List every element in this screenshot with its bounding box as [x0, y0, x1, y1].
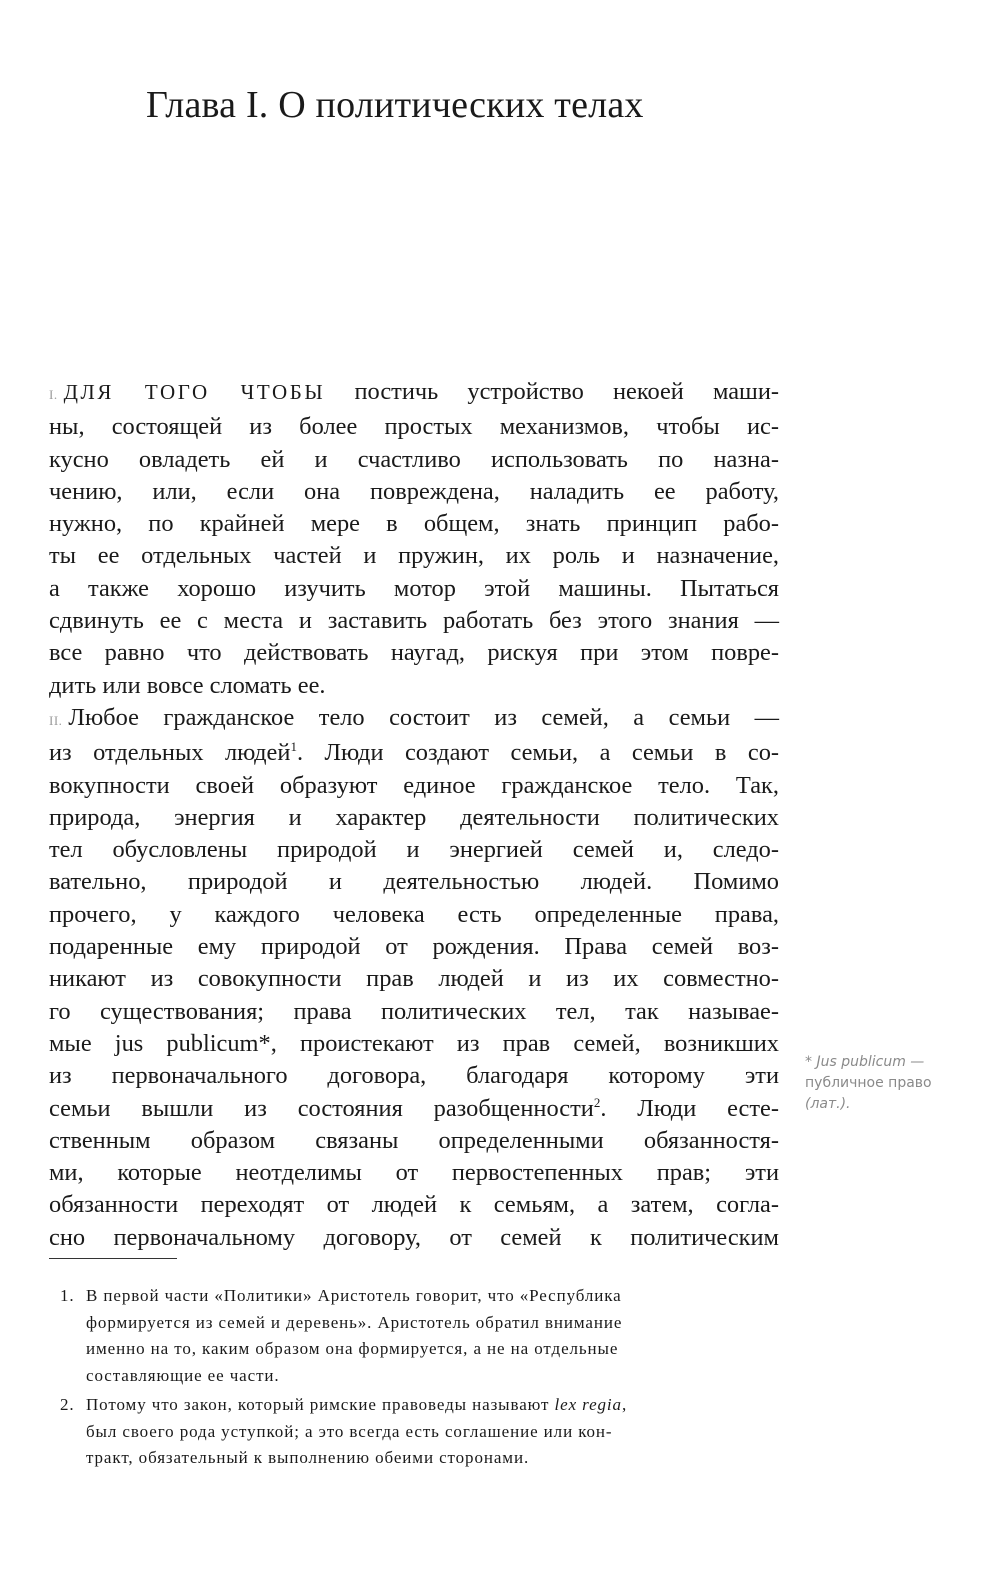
body-line: вокупности своей образуют единое гражданское тело. Так, — [49, 771, 779, 799]
footnote-number: 2. — [60, 1395, 75, 1414]
body-line: ны, состоящей из более простых механизмов, чтобы ис- — [49, 413, 779, 441]
body-line: прочего, у каждого человека есть определенные права, — [49, 900, 779, 928]
body-line: чению, или, если она повреждена, наладить ее работу, — [49, 477, 779, 505]
body-line: дить или вовсе сломать ее. — [49, 671, 326, 699]
body-line: сдвинуть ее с места и заставить работать без этого знания — — [49, 607, 779, 635]
margin-note: * Jus publicum — публичное право (лат.). — [805, 1054, 932, 1112]
body-line: ты ее отдельных частей и пружин, их роль и назначение, — [49, 542, 779, 570]
footnotes — [60, 1283, 774, 1475]
body-line: тел обусловлены природой и энергией семей и, следо- — [49, 836, 779, 864]
footnote-text: Потому что закон, который римские правоведы называют lex regia, был своего рода уступкой; а это всегда есть соглашение или кон- тракт, обязательный к выполнению обеими сторонами. — [86, 1395, 628, 1467]
body-text — [49, 376, 779, 1254]
body-line: II. Любое гражданское тело состоит из семей, а семьи — — [49, 703, 779, 731]
margin-note-term: * Jus publicum — — [805, 1054, 925, 1070]
section-number: I. — [49, 387, 58, 402]
body-line: никают из совокупности прав людей и из их совместно- — [49, 965, 779, 993]
footnote-ref: 1 — [290, 739, 297, 755]
chapter-title: Глава I. О политических телах — [146, 84, 644, 126]
latin-term: lex regia — [554, 1395, 622, 1414]
body-line: ственным образом связаны определенными обязанностя- — [49, 1126, 779, 1154]
body-line: ми, которые неотделимы от первостепенных прав; эти — [49, 1159, 779, 1187]
body-line: природа, энергия и характер деятельности политических — [49, 803, 779, 831]
lead-caps: ДЛЯ ТОГО ЧТОБЫ — [63, 380, 326, 404]
body-line: из первоначального договора, благодаря которому эти — [49, 1062, 779, 1090]
body-line: кусно овладеть ей и счастливо использовать по назна- — [49, 445, 779, 473]
footnote-item — [60, 1283, 774, 1389]
body-line: сно первоначальному договору, от семей к политическим — [49, 1223, 779, 1251]
footnote-text: В первой части «Политики» Аристотель говорит, что «Республика формируется из семей и деревень». Аристотель обратил внимание именно на то, каким образом она формируется, а не на отдельные составляющие ее части. — [86, 1286, 623, 1385]
body-line: семьи вышли из состояния разобщенности$^2$. Люди есте- — [49, 1094, 779, 1122]
footnote-ref: 2 — [593, 1094, 601, 1110]
body-line: нужно, по крайней мере в общем, знать принцип рабо- — [49, 510, 779, 538]
footnote-number: 1. — [60, 1286, 75, 1305]
body-line: все равно что действовать наугад, рискуя при этом повре- — [49, 639, 779, 667]
footnote-divider — [49, 1258, 177, 1259]
body-line: подаренные ему природой от рождения. Права семей воз- — [49, 933, 779, 961]
body-line: а также хорошо изучить мотор этой машины. Пытаться — [49, 574, 779, 602]
body-line: из отдельных людей$^1$. Люди создают семьи, а семьи в со- — [49, 739, 780, 767]
body-line: обязанности переходят от людей к семьям, а затем, согла- — [49, 1191, 779, 1219]
section-number: II. — [49, 712, 63, 728]
body-line: вательно, природой и деятельностью людей. Помимо — [49, 868, 779, 896]
body-line: мые jus publicum*, проистекают из прав семей, возникших — [49, 1029, 779, 1057]
body-line: го существования; права политических тел, так называе- — [49, 997, 779, 1025]
footnote-item — [60, 1392, 774, 1472]
body-line: I. ДЛЯ ТОГО ЧТОБЫ постичь устройство некоей маши- — [49, 378, 779, 405]
